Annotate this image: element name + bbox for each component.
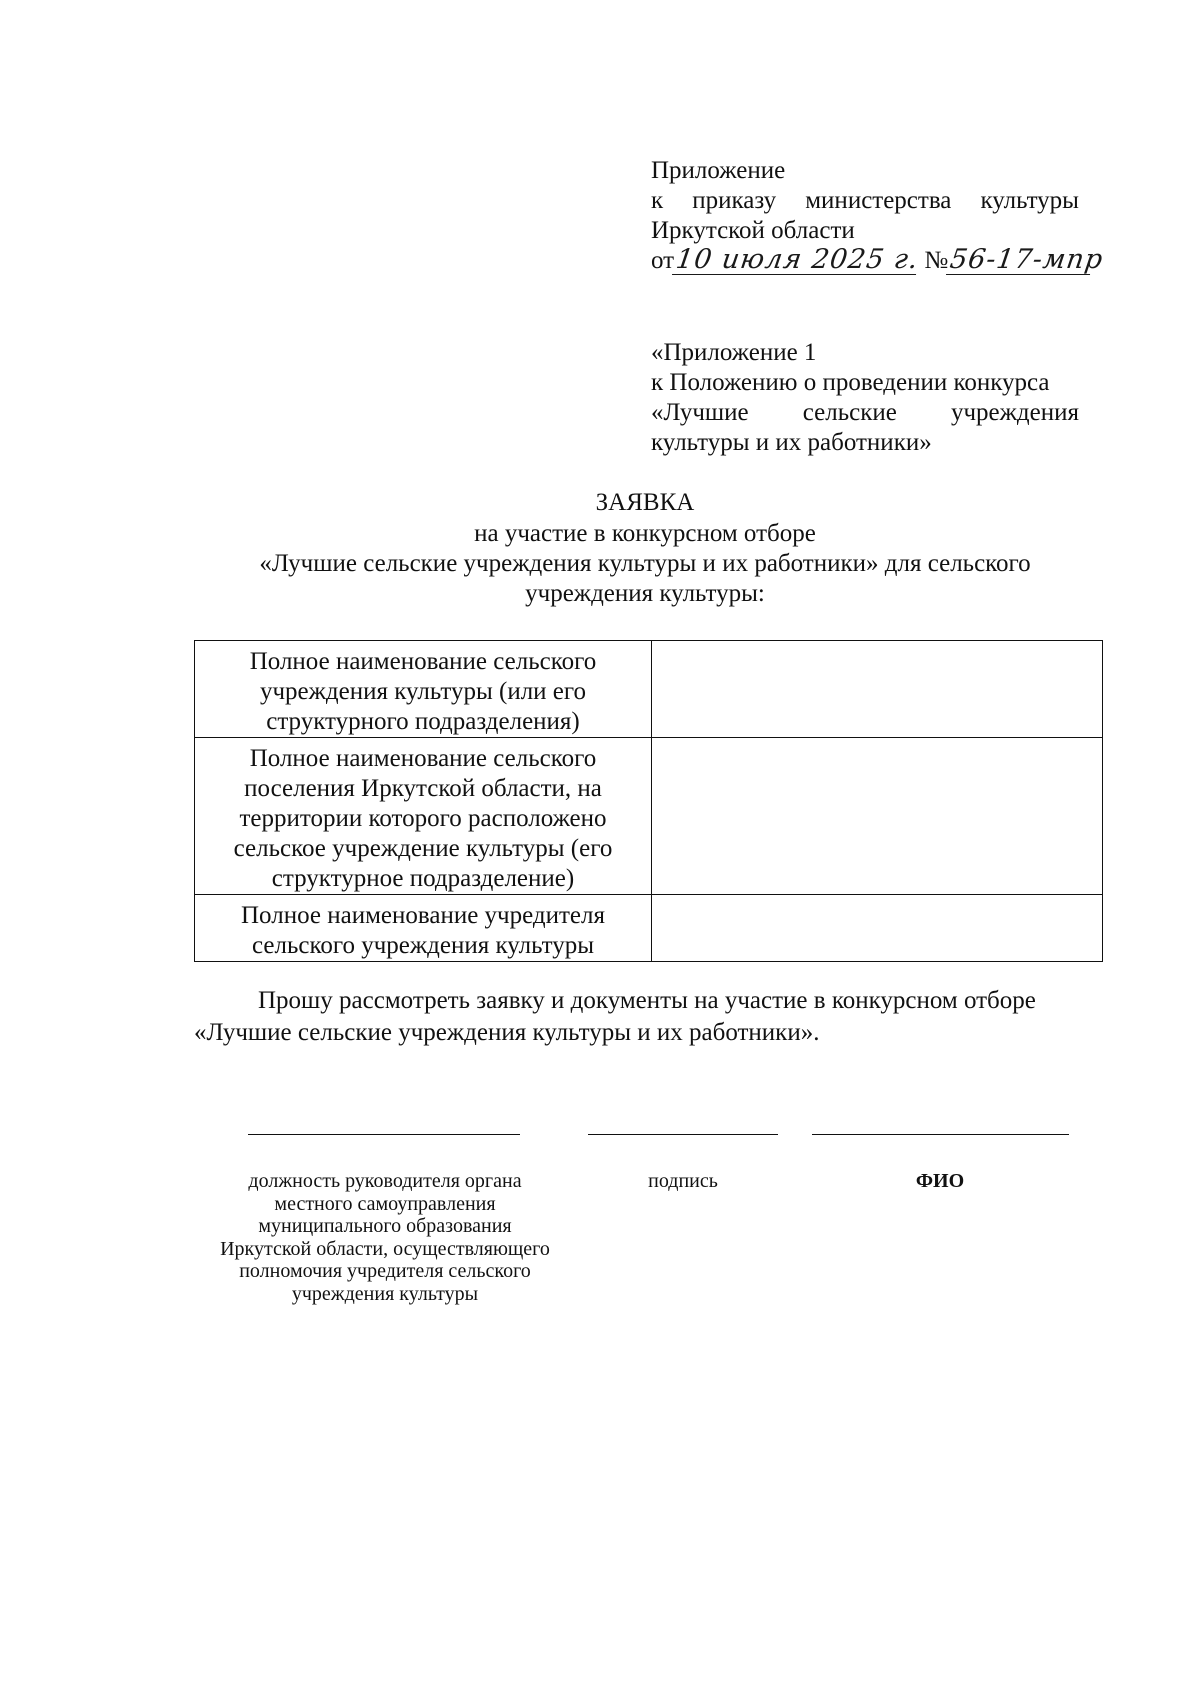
order-date-number-line [651, 244, 1106, 276]
label-line: Полное наименование сельского [249, 648, 597, 675]
caption-line: учреждения культуры [291, 1282, 479, 1305]
order-number-label: № [924, 247, 949, 274]
appendix-word: «Лучшие [651, 399, 749, 426]
appendix-word: сельские [802, 399, 897, 426]
value-field-founder-name[interactable] [652, 895, 1103, 962]
table-row [195, 641, 1103, 738]
label-line: структурное подразделение) [271, 865, 575, 892]
appendix-regulation: к Положению о проведении конкурса [651, 369, 1050, 396]
signature-line[interactable] [588, 1134, 778, 1135]
document-title: ЗАЯВКА [595, 489, 695, 516]
request-line: Прошу рассмотреть заявку и документы на участие в конкурсном отборе [258, 987, 1036, 1014]
full-name-caption: ФИО [915, 1170, 965, 1192]
caption-line: полномочия учредителя сельского [239, 1260, 531, 1282]
label-line: Полное наименование сельского [249, 745, 597, 772]
order-prefix: от [651, 247, 675, 274]
request-line: «Лучшие сельские учреждения культуры и их работники». [194, 1019, 820, 1046]
appendix-contest-line [651, 398, 1079, 428]
caption-line: Иркутской области, осуществляющего [220, 1237, 550, 1260]
full-name-line[interactable] [812, 1134, 1069, 1135]
label-line: территории которого расположено [239, 805, 607, 832]
header-word: министерства [805, 187, 952, 214]
row-label-founder-name [195, 895, 652, 962]
title-subline: на участие в конкурсном отборе [474, 520, 816, 547]
application-form-table [194, 640, 1103, 962]
label-line: Полное наименование учредителя [241, 902, 605, 929]
appendix-title: «Приложение 1 [651, 339, 817, 366]
label-line: сельское учреждение культуры (его [233, 835, 613, 862]
handwritten-order-date: 10 июля 2025 г. [674, 244, 921, 275]
row-label-institution-name [195, 641, 652, 738]
signature-caption: подпись [648, 1170, 718, 1192]
header-order-line [651, 186, 1079, 216]
position-caption [190, 1170, 580, 1305]
table-row [195, 738, 1103, 895]
value-field-settlement-name[interactable] [652, 738, 1103, 895]
value-field-institution-name[interactable] [652, 641, 1103, 738]
table-row [195, 895, 1103, 962]
caption-line: должность руководителя органа [248, 1170, 522, 1192]
title-contest-name-end: учреждения культуры: [525, 580, 765, 607]
row-label-settlement-name [195, 738, 652, 895]
label-line: структурного подразделения) [266, 708, 580, 735]
label-line: сельского учреждения культуры [251, 932, 594, 959]
header-appendix-label: Приложение [651, 157, 786, 184]
caption-line: местного самоуправления [274, 1192, 496, 1215]
request-paragraph [194, 985, 1092, 1049]
header-word: культуры [980, 187, 1079, 214]
handwritten-order-number: 56-17-мпр [948, 244, 1106, 275]
label-line: поселения Иркутской области, на [244, 775, 602, 802]
title-contest-name: «Лучшие сельские учреждения культуры и их работники» для сельского [259, 550, 1031, 577]
caption-line: муниципального образования [258, 1215, 512, 1237]
appendix-word: учреждения [950, 399, 1079, 426]
header-word: приказу [692, 187, 777, 214]
position-signature-line[interactable] [248, 1134, 520, 1135]
appendix-contest-line-end: культуры и их работники» [651, 429, 932, 456]
header-region: Иркутской области [651, 217, 855, 244]
header-word: к [651, 187, 664, 214]
label-line: учреждения культуры (или его [259, 678, 587, 705]
